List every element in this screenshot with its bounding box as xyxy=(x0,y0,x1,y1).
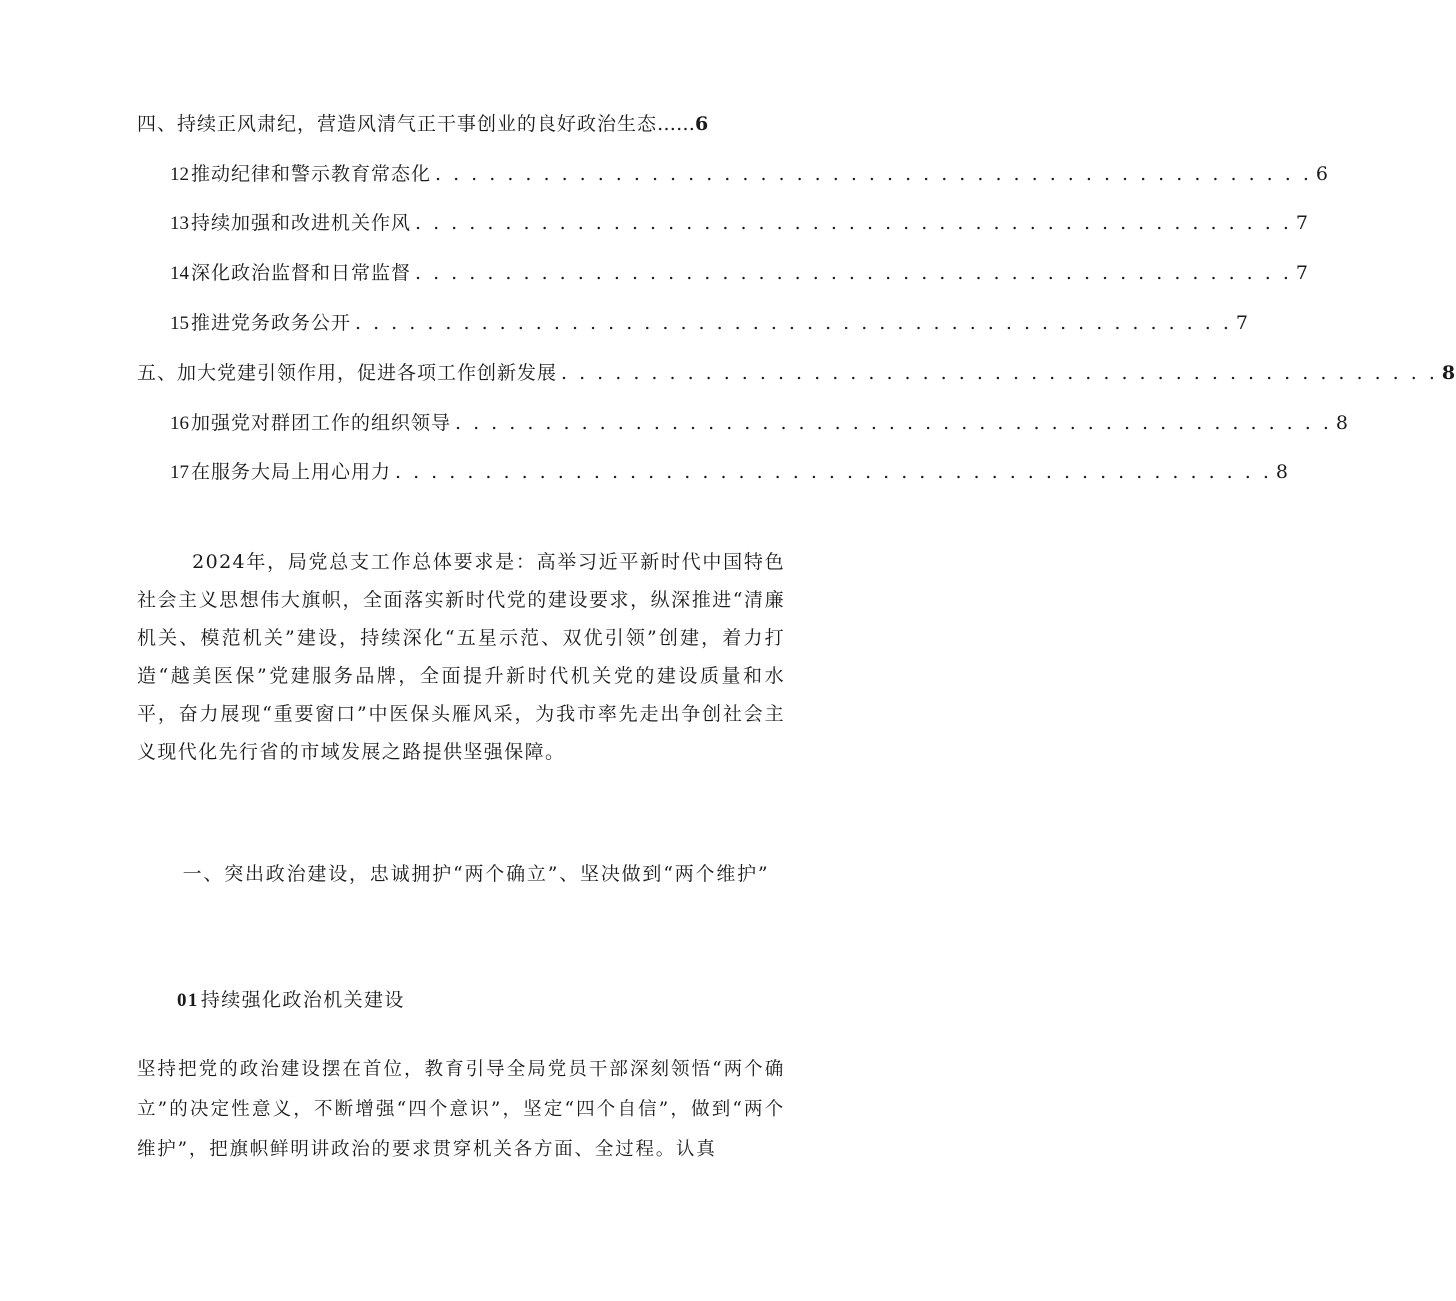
toc-page-number: 7 xyxy=(1235,312,1249,334)
toc-page-number: 7 xyxy=(1295,212,1309,234)
toc-leader: . . . . . . . . . . . . . . . . . . . . . . . . . . . . . . . . . . . . . . . . . . . . . . . . . xyxy=(415,262,1292,284)
toc-item-text: 推动纪律和警示教育常态化 xyxy=(191,163,432,185)
toc-leader: . . . . . . . . . . . . . . . . . . . . . . . . . . . . . . . . . . . . . . . . . . . . . . . . . xyxy=(561,362,1438,384)
toc-page-number: 7 xyxy=(1295,262,1309,284)
toc-item-text: 深化政治监督和日常监督 xyxy=(191,262,412,284)
section-heading: 一、突出政治建设，忠诚拥护“两个确立”、坚决做到“两个维护” xyxy=(182,863,770,885)
toc-leader: …… xyxy=(657,113,696,135)
toc-section-5[interactable] xyxy=(137,358,1456,385)
toc-item-title xyxy=(170,408,451,435)
toc-leader: . . . . . . . . . . . . . . . . . . . . . . . . . . . . . . . . . . . . . . . . . . . . . . . . . xyxy=(395,461,1272,483)
toc-section-4[interactable] xyxy=(137,109,778,136)
toc-item-title xyxy=(170,258,411,285)
intro-paragraph: 2024年，局党总支工作总体要求是：高举习近平新时代中国特色社会主义思想伟大旗帜，全面落实新时代党的建设要求，纵深推进“清廉机关、模范机关”建设，持续深化“五星示范、双优引领”创建，着力打造“越美医保”党建服务品牌，全面提升新时代机关党的建设质量和水平，奋力展现“重要窗口”中医保头雁风采，为我市率先走出争创社会主义现代化先行省的市域发展之路提供坚强保障。 xyxy=(137,551,785,763)
toc-item-14[interactable] xyxy=(170,258,1309,285)
toc-item-number: 17 xyxy=(170,462,189,483)
toc-item-number: 15 xyxy=(170,313,189,334)
toc-leader: . . . . . . . . . . . . . . . . . . . . . . . . . . . . . . . . . . . . . . . . . . . . . . . . . xyxy=(455,412,1332,434)
toc-item-title xyxy=(170,208,411,235)
toc-item-title xyxy=(170,457,391,484)
toc-item-number: 13 xyxy=(170,213,189,234)
toc-page-number: 6 xyxy=(695,113,710,135)
subsection-number: 01 xyxy=(177,990,199,1011)
toc-page-number: 6 xyxy=(1315,163,1329,185)
toc-item-number: 16 xyxy=(170,413,189,434)
toc-item-text: 持续加强和改进机关作风 xyxy=(191,212,412,234)
toc-page-number: 8 xyxy=(1335,412,1349,434)
toc-item-text: 在服务大局上用心用力 xyxy=(191,461,392,483)
toc-item-number: 14 xyxy=(170,263,189,284)
subsection-title: 持续强化政治机关建设 xyxy=(200,989,405,1011)
toc-leader: . . . . . . . . . . . . . . . . . . . . . . . . . . . . . . . . . . . . . . . . . . . . . . . . . xyxy=(415,212,1292,234)
toc-item-title xyxy=(170,308,351,335)
toc-leader: . . . . . . . . . . . . . . . . . . . . . . . . . . . . . . . . . . . . . . . . . . . . . . . . . xyxy=(435,163,1312,185)
toc-page-number: 8 xyxy=(1441,362,1456,384)
toc-item-16[interactable] xyxy=(170,408,1349,435)
toc-section-title: 五、加大党建引领作用，促进各项工作创新发展 xyxy=(137,362,558,384)
toc-item-17[interactable] xyxy=(170,457,1289,484)
toc-item-15[interactable] xyxy=(170,308,1249,335)
toc-item-text: 加强党对群团工作的组织领导 xyxy=(191,412,452,434)
toc-item-12[interactable] xyxy=(170,159,1329,186)
toc-item-title xyxy=(170,159,431,186)
toc-section-title: 四、持续正风肃纪，营造风清气正干事创业的良好政治生态 xyxy=(137,113,658,135)
toc-item-13[interactable] xyxy=(170,208,1309,235)
toc-page-number: 8 xyxy=(1275,461,1289,483)
toc-item-text: 推进党务政务公开 xyxy=(191,312,352,334)
toc-item-number: 12 xyxy=(170,164,189,185)
toc-leader: . . . . . . . . . . . . . . . . . . . . . . . . . . . . . . . . . . . . . . . . . . . . . . . . . xyxy=(355,312,1232,334)
body-paragraph: 坚持把党的政治建设摆在首位，教育引导全局党员干部深刻领悟“两个确立”的决定性意义，不断增强“四个意识”，坚定“四个自信”，做到“两个维护”，把旗帜鲜明讲政治的要求贯穿机关各方面、全过程。认真 xyxy=(137,1059,785,1160)
subsection-heading xyxy=(177,985,405,1012)
